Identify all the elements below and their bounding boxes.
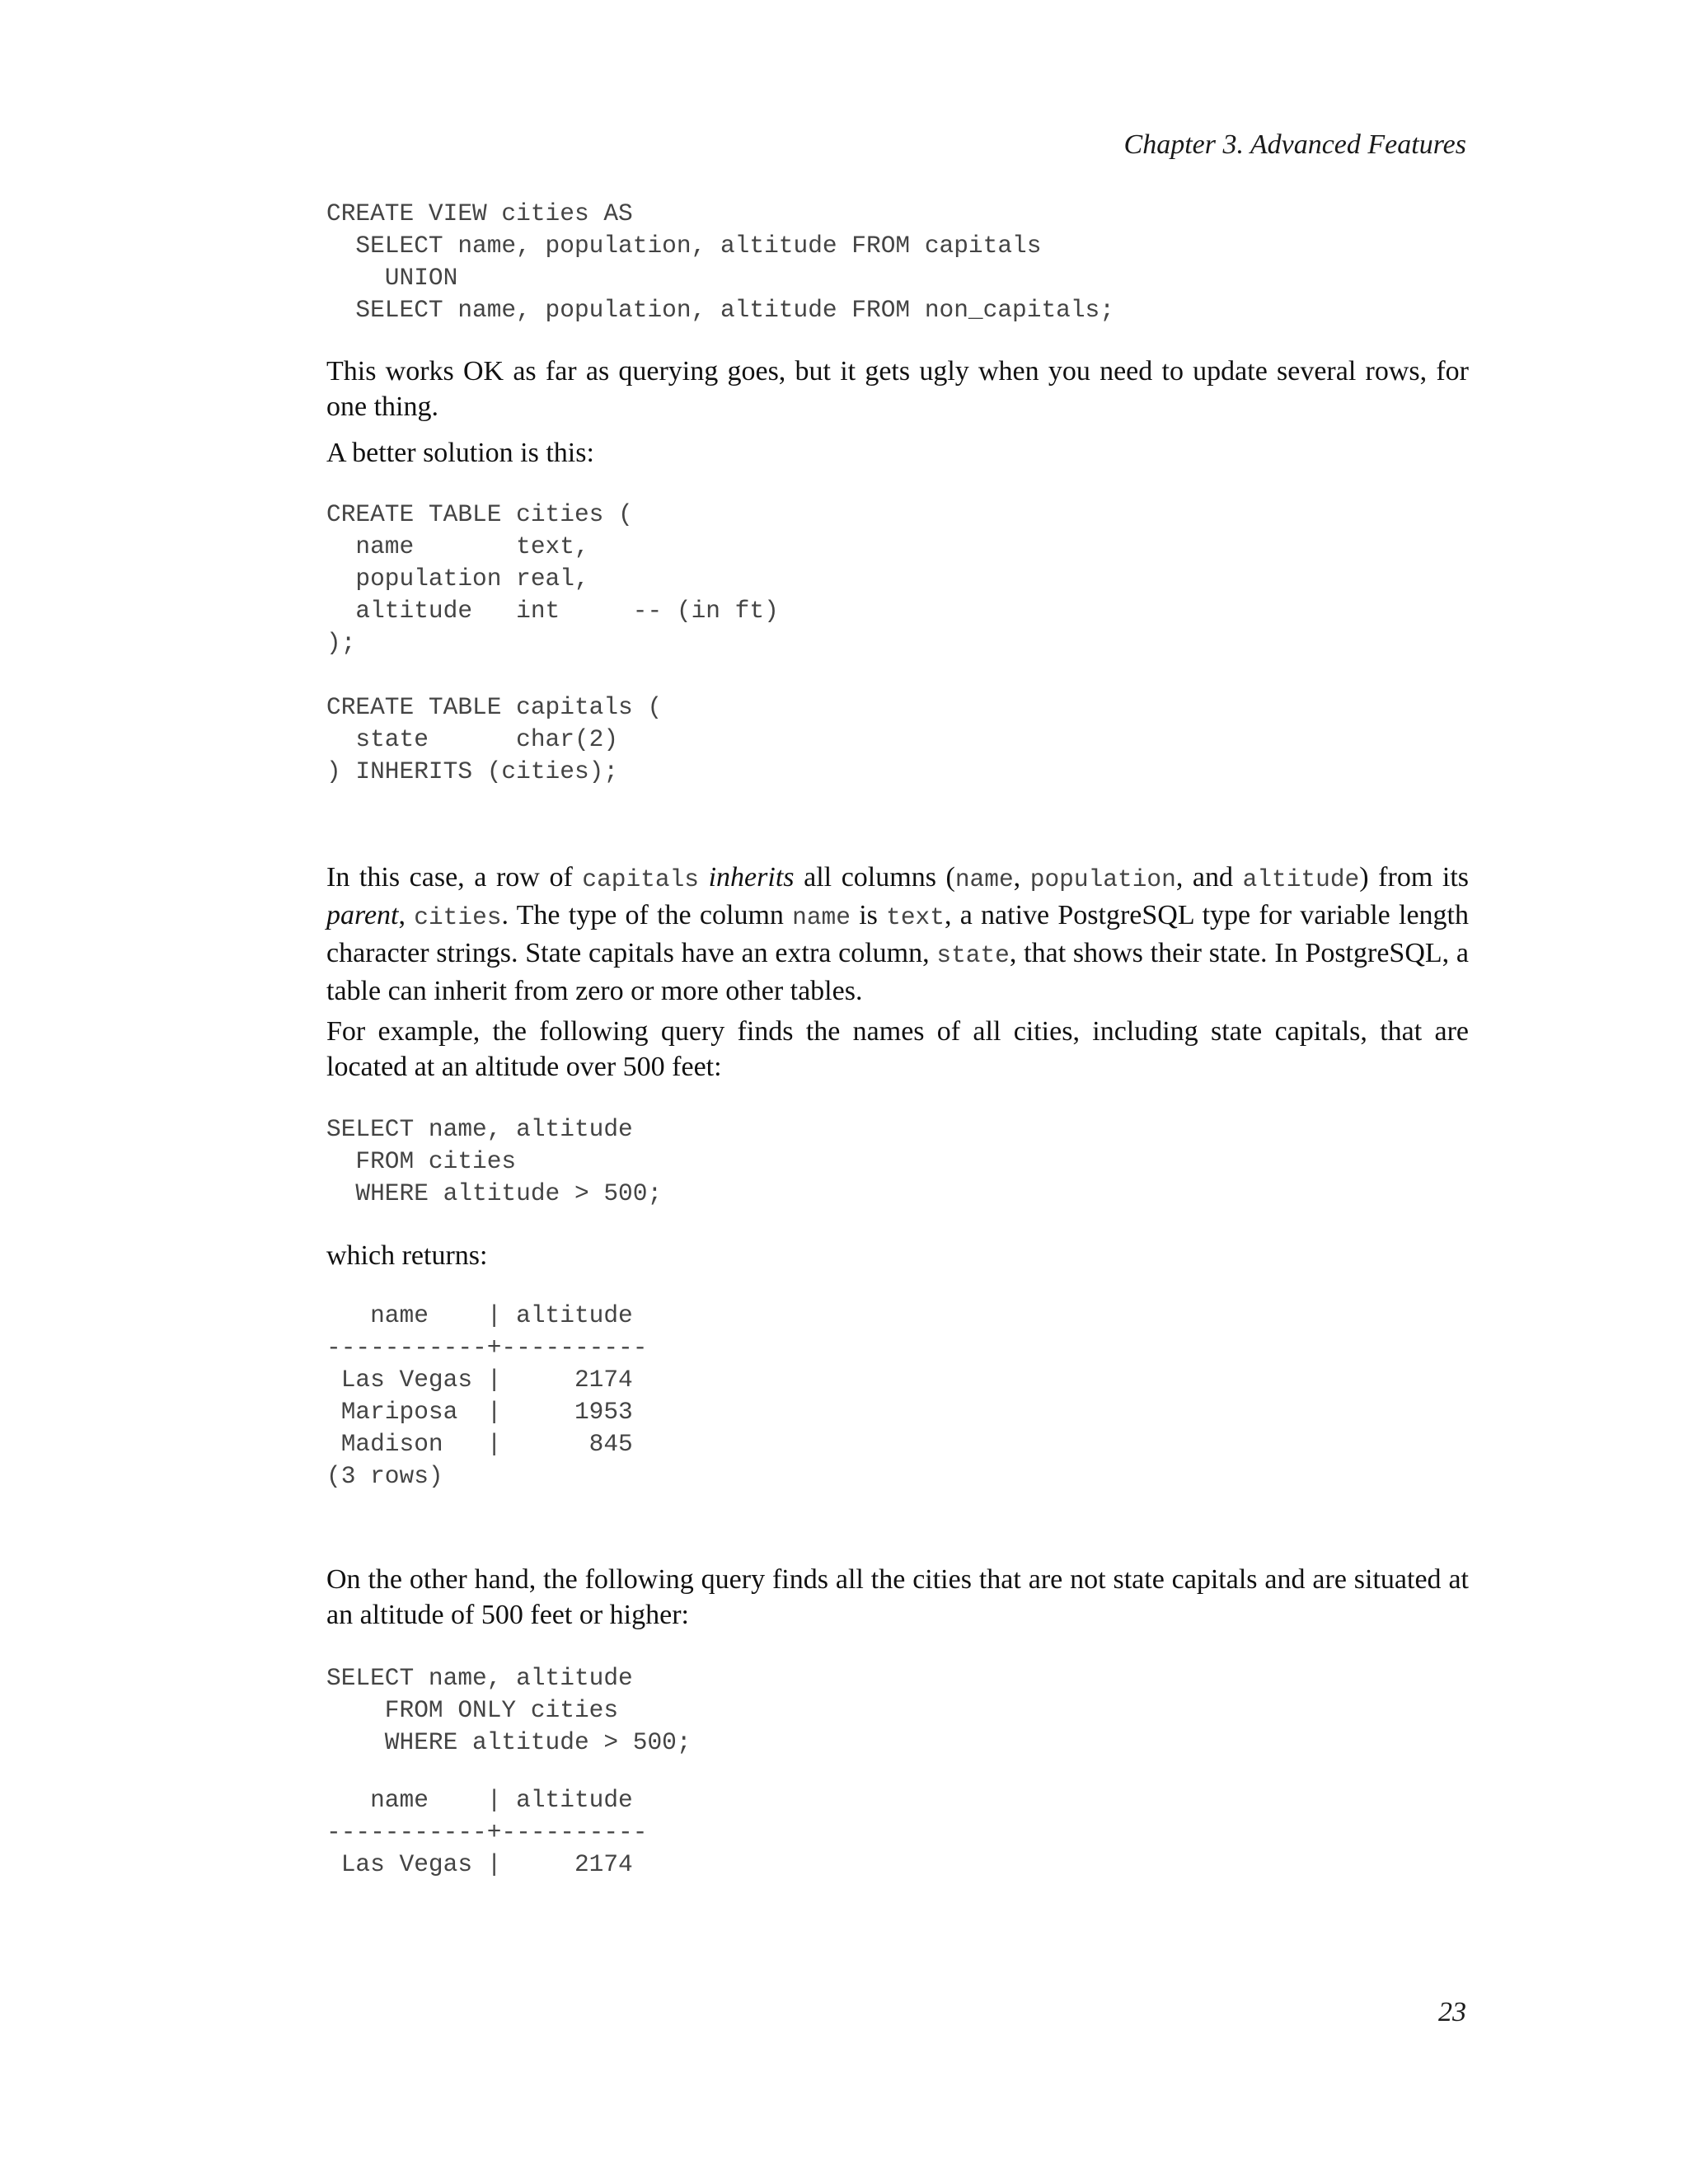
inline-code-altitude: altitude — [1242, 865, 1360, 893]
inherits-text-5: , and — [1175, 862, 1243, 893]
paragraph-other-hand: On the other hand, the following query finds all the cities that are not state capitals and are situated at an altitude of 500 feet or higher: — [326, 1564, 1469, 1630]
code-create-tables: CREATE TABLE cities ( name text, population real, altitude int -- (in ft) ); CREATE TABLE capitals ( state char(2) ) INHERITS (cities); — [326, 500, 779, 785]
inherits-text-11: , that shows their state. In PostgreSQL, a table can inherit from zero or more other tables. — [326, 938, 1469, 1006]
paragraph-better-solution: A better solution is this: — [326, 438, 594, 468]
inline-code-cities: cities — [414, 903, 502, 931]
inherits-text-4: , — [1013, 862, 1030, 893]
paragraph-querying: This works OK as far as querying goes, but it gets ugly when you need to update several rows, for one thing. — [326, 356, 1469, 422]
inherits-text-6: ) from its — [1359, 862, 1469, 893]
code-select-only-cities: SELECT name, altitude FROM ONLY cities WHERE altitude > 500; — [326, 1664, 692, 1756]
page-number: 23 — [1438, 1997, 1466, 2027]
inherits-text-9: is — [850, 900, 887, 930]
inherits-text-1: In this case, a row of — [326, 862, 583, 893]
emphasis-parent: parent — [326, 900, 399, 930]
inherits-text-8: . The type of the column — [501, 900, 793, 930]
code-create-view: CREATE VIEW cities AS SELECT name, population, altitude FROM capitals UNION SELECT name, population, altitude FROM non_capitals; — [326, 199, 1114, 324]
emphasis-inherits: inherits — [708, 862, 795, 893]
running-header: Chapter 3. Advanced Features — [1123, 129, 1466, 160]
query-result-all-cities: name | altitude -----------+---------- Las Vegas | 2174 Mariposa | 1953 Madison | 845 (3 rows) — [326, 1301, 648, 1490]
paragraph-inherits — [326, 860, 1469, 1009]
inline-code-state: state — [936, 941, 1010, 969]
paragraph-example: For example, the following query finds the names of all cities, including state capitals, that are located at an altitude over 500 feet: — [326, 1016, 1469, 1082]
inherits-text-3: all columns ( — [794, 862, 955, 893]
inline-code-text: text — [886, 903, 945, 931]
inherits-text-2 — [699, 862, 709, 893]
inherits-text-7: , — [398, 900, 415, 930]
inline-code-name-2: name — [792, 903, 851, 931]
inline-code-capitals: capitals — [582, 865, 699, 893]
inherits-text-10: , a native PostgreSQL type for variable length character strings. State capitals have an extra column, — [326, 900, 1470, 968]
paragraph-which-returns: which returns: — [326, 1240, 488, 1271]
inline-code-population: population — [1029, 865, 1176, 893]
inline-code-name: name — [954, 865, 1014, 893]
query-result-only-cities: name | altitude -----------+---------- Las Vegas | 2174 — [326, 1786, 648, 1878]
code-select-cities: SELECT name, altitude FROM cities WHERE altitude > 500; — [326, 1115, 663, 1207]
